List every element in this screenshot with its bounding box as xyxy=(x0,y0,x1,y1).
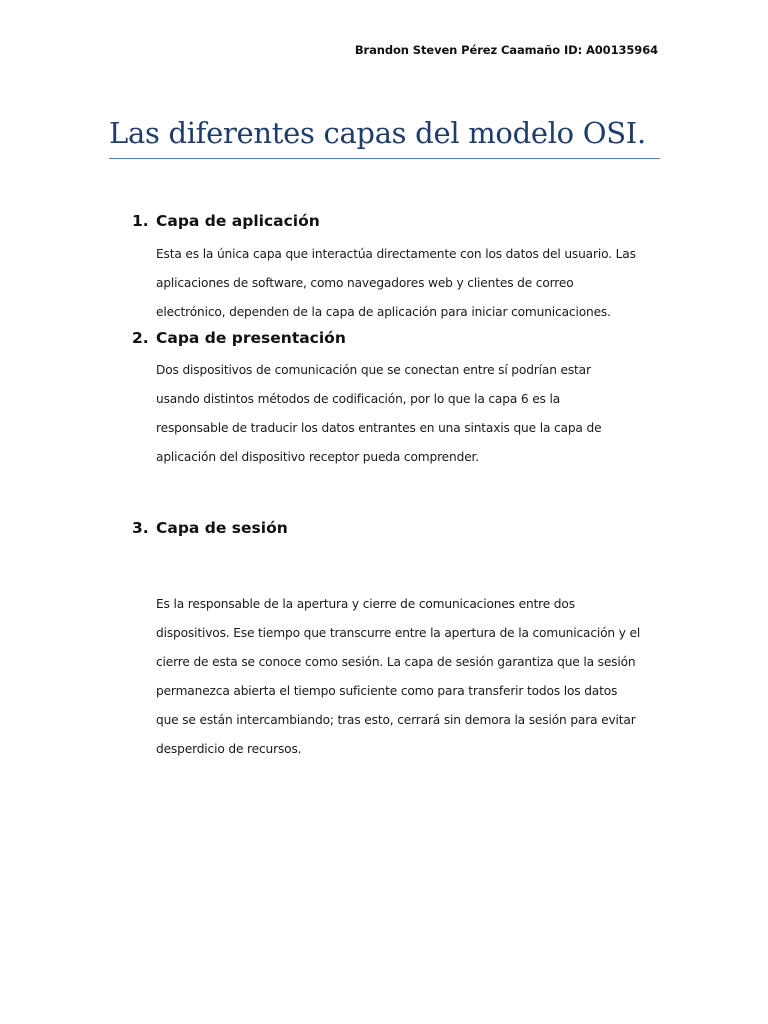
section-body-sesion xyxy=(156,590,666,764)
body-line: cierre de esta se conoce como sesión. La capa de sesión garantiza que la sesión xyxy=(156,655,636,669)
body-line: aplicación del dispositivo receptor pueda comprender. xyxy=(156,450,480,464)
body-line: usando distintos métodos de codificación, por lo que la capa 6 es la xyxy=(156,392,561,406)
section-body-aplicacion xyxy=(156,240,666,327)
section-heading-text: Capa de aplicación xyxy=(156,212,320,230)
title-underline xyxy=(109,158,660,159)
section-heading-sesion xyxy=(132,519,288,537)
section-heading-text: Capa de sesión xyxy=(156,519,288,537)
body-line: desperdicio de recursos. xyxy=(156,742,302,756)
body-line: permanezca abierta el tiempo suficiente como para transferir todos los datos xyxy=(156,684,618,698)
body-line: electrónico, dependen de la capa de aplicación para iniciar comunicaciones. xyxy=(156,305,611,319)
body-line: Dos dispositivos de comunicación que se conectan entre sí podrían estar xyxy=(156,363,591,377)
section-number: 2. xyxy=(132,329,149,347)
header-author-line: Brandon Steven Pérez Caamaño ID: A00135964 xyxy=(354,43,658,57)
body-line: responsable de traducir los datos entrantes en una sintaxis que la capa de xyxy=(156,421,602,435)
body-line: Esta es la única capa que interactúa directamente con los datos del usuario. Las xyxy=(156,247,636,261)
body-line: aplicaciones de software, como navegadores web y clientes de correo xyxy=(156,276,574,290)
body-line: que se están intercambiando; tras esto, cerrará sin demora la sesión para evitar xyxy=(156,713,636,727)
section-number: 3. xyxy=(132,519,149,537)
body-line: Es la responsable de la apertura y cierre de comunicaciones entre dos xyxy=(156,597,575,611)
section-number: 1. xyxy=(132,212,149,230)
section-body-presentacion xyxy=(156,356,666,472)
body-line: dispositivos. Ese tiempo que transcurre entre la apertura de la comunicación y el xyxy=(156,626,641,640)
document-title: Las diferentes capas del modelo OSI. xyxy=(109,116,646,150)
section-heading-text: Capa de presentación xyxy=(156,329,346,347)
section-heading-presentacion xyxy=(132,329,346,347)
section-heading-aplicacion xyxy=(132,212,320,230)
